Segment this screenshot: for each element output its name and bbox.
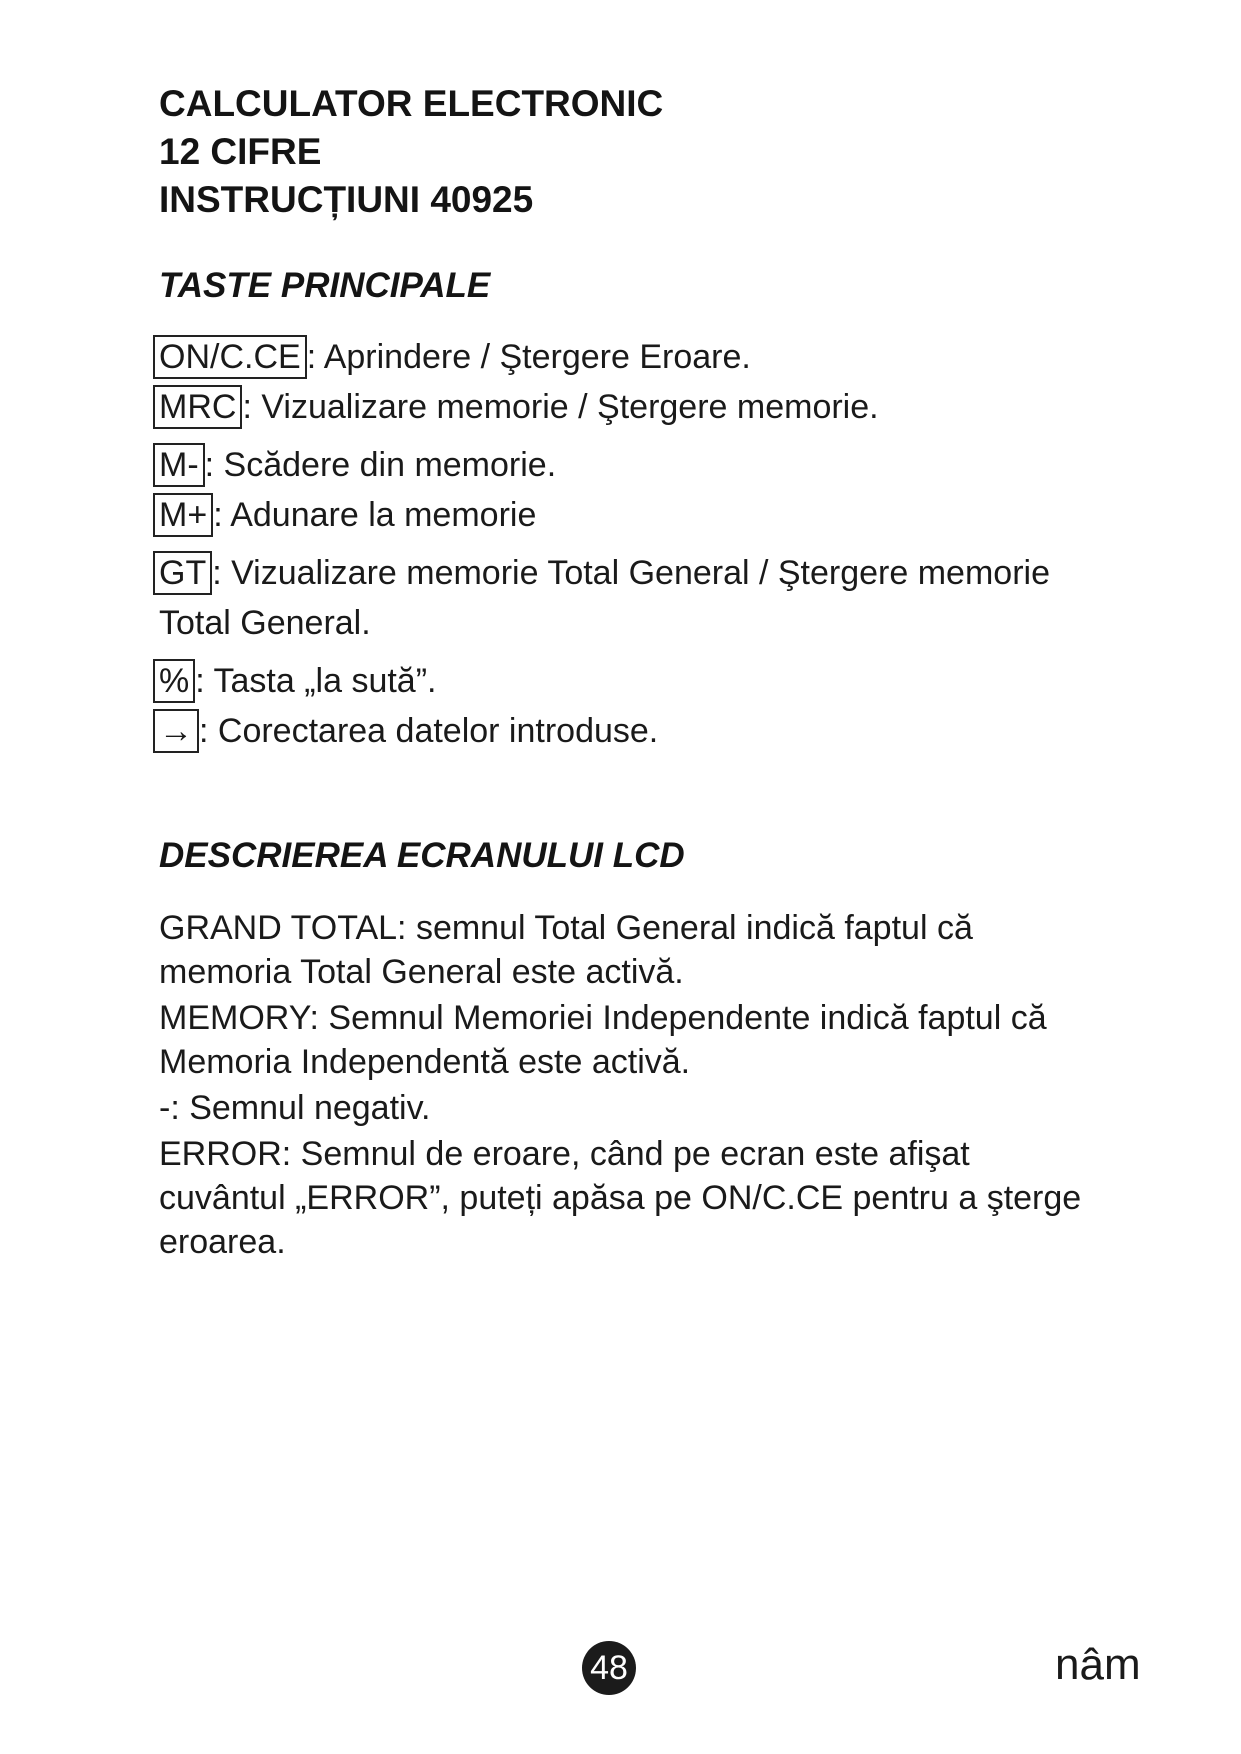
key-m-plus: M+ [153,493,213,537]
key-desc: : Vizualizare memorie / Ştergere memorie. [242,388,879,426]
key-arrow: → [153,709,199,753]
language-tab: nâm [1055,1640,1141,1689]
key-desc: : Corectarea datelor introduse. [199,712,659,750]
key-desc: : Adunare la memorie [213,496,537,534]
key-row-on-c-ce [159,332,1099,382]
document-title-line-3: INSTRUCȚIUNI 40925 [159,179,534,220]
key-gt: GT [153,551,212,595]
key-row-gt [159,548,1099,648]
key-percent: % [153,659,195,703]
key-row-m-minus [159,440,1099,490]
lcd-item-negative: -: Semnul negativ. [159,1089,431,1127]
key-desc: : Vizualizare memorie Total General / Ştergere memorie Total General. [159,554,1050,642]
key-m-minus: M- [153,443,205,487]
document-title-line-2: 12 CIFRE [159,131,322,172]
key-desc: : Aprindere / Ştergere Eroare. [306,338,751,376]
key-desc: : Tasta „la sută”. [195,662,437,700]
document-title-line-1: CALCULATOR ELECTRONIC [159,83,664,124]
key-row-percent [159,656,1099,706]
lcd-description-list [159,906,1099,1264]
key-on-c-ce: ON/C.CE [153,335,307,379]
lcd-item-error: ERROR: Semnul de eroare, când pe ecran este afişat cuvântul „ERROR”, puteți apăsa pe ON/C.CE pentru a şterge eroarea. [159,1135,1082,1261]
lcd-item-memory: MEMORY: Semnul Memoriei Independente indică faptul că Memoria Independentă este activă. [159,999,1047,1081]
key-row-mrc [159,382,1099,432]
page-number-badge: 48 [582,1641,636,1695]
key-row-arrow [159,706,1099,756]
key-mrc: MRC [153,385,242,429]
key-row-m-plus [159,490,1099,540]
page-content [159,80,1099,1264]
key-desc: : Scădere din memorie. [204,446,557,484]
key-list [159,332,1099,756]
lcd-section-heading: DESCRIEREA ECRANULUI LCD [159,836,685,875]
lcd-item-grand-total: GRAND TOTAL: semnul Total General indică faptul că memoria Total General este activă. [159,909,973,991]
keys-section-heading: TASTE PRINCIPALE [159,266,491,305]
